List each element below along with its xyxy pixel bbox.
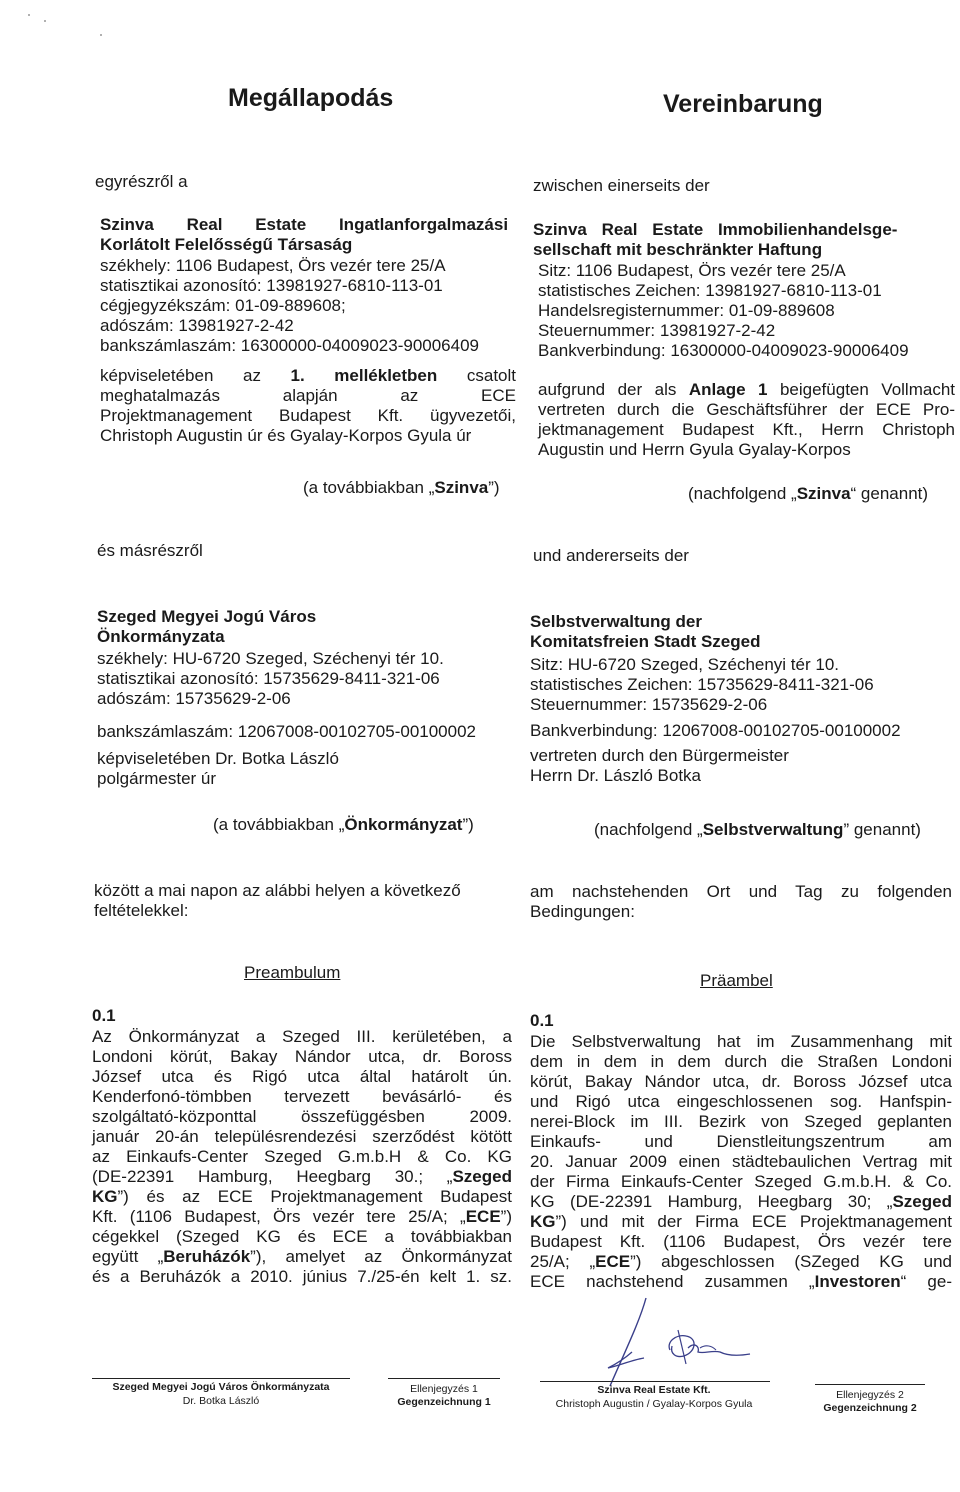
paragraph-line [530, 1192, 952, 1212]
rep-line: vertreten durch die Geschäftsführer der ECE Pro- [538, 400, 955, 419]
rep-line: Augustin und Herrn Gyula Gyalay-Korpos [538, 440, 851, 459]
paragraph-bold-text: KG [92, 1187, 118, 1206]
paragraph-text: Kenderfonó-tömbben tervezett bevásárló- és [92, 1087, 512, 1106]
alias-text: (a továbbiakban „ [213, 815, 345, 834]
party1-name-line1-text: Szinva Real Estate Ingatlanforgalmazási [100, 215, 509, 234]
party2-details-de [530, 655, 874, 715]
party1-name-hu [100, 215, 521, 255]
conditions-line: között a mai napon az alábbi helyen a következő [94, 881, 461, 900]
paragraph-text: Budapest Kft. (1106 Budapest, Örs vezér tere [530, 1232, 952, 1251]
between-hu: és másrészről [97, 541, 203, 560]
paragraph-line [92, 1247, 512, 1267]
paragraph-line [92, 1267, 512, 1287]
party1-rep-hu [100, 366, 516, 446]
conditions-hu [94, 881, 461, 921]
counter-line-1 [388, 1378, 500, 1379]
signature-line-2 [540, 1381, 770, 1382]
rep-text: képviseletében az [100, 366, 291, 385]
conditions-de [530, 882, 952, 922]
rep-line [100, 366, 516, 386]
detail-line: székhely: 1106 Budapest, Örs vezér tere 25/A [100, 256, 446, 275]
paragraph-line [530, 1212, 952, 1232]
paragraph-bold-text: Beruházók [163, 1247, 251, 1266]
footer-sig1-person: Dr. Botka László [182, 1395, 260, 1407]
para-body-hu [92, 1027, 512, 1287]
rep-line: Projektmanagement Budapest Kft. ügyvezetői, [100, 406, 516, 425]
paragraph-bold-text: ECE [465, 1207, 501, 1226]
alias-text: ” genannt) [843, 820, 921, 839]
alias-text: ”) [462, 815, 474, 834]
conditions-line: feltételekkel: [94, 901, 189, 920]
party2-name-line: Önkormányzata [97, 627, 225, 646]
conditions-line: Bedingungen: [530, 902, 635, 921]
footer-counter1-de: Gegenzeichnung 1 [397, 1396, 491, 1408]
rep-line: Christoph Augustin úr és Gyalay-Korpos Gyula úr [100, 426, 472, 445]
para-body-de [530, 1032, 952, 1292]
party2-name-hu [97, 607, 316, 647]
party2-rep-hu [97, 749, 339, 789]
paragraph-line [92, 1127, 512, 1147]
detail-line: statisztikai azonosító: 13981927-6810-113-01 [100, 276, 443, 295]
conditions-line: am nachstehenden Ort und Tag zu folgenden [530, 882, 952, 901]
rep-line: képviseletében Dr. Botka László [97, 749, 339, 768]
rep-text: aufgrund der als [538, 380, 689, 399]
paragraph-text: Az Önkormányzat a Szeged III. kerületében, a [92, 1027, 512, 1046]
paragraph-bold-text: Szeged [452, 1167, 512, 1186]
party2-rep-de [530, 746, 789, 786]
alias-text: (a továbbiakban „ [303, 478, 435, 497]
paragraph-text: 25/A; „ [530, 1252, 596, 1271]
party2-name-line: Selbstverwaltung der [530, 612, 702, 631]
paragraph-text: Die Selbstverwaltung hat im Zusammenhang mit [530, 1032, 952, 1051]
paragraph-text: január 20-án településrendezési szerződést kötött [92, 1127, 512, 1146]
paragraph-text: körút, Bakay Nándor utca, dr. Boross József utca [530, 1072, 952, 1091]
detail-line: adószám: 13981927-2-42 [100, 316, 294, 335]
scan-speck [100, 34, 102, 36]
paragraph-line [92, 1207, 512, 1227]
paragraph-text: der Firma Einkaufs-Center Szeged G.m.b.H. & Co. [530, 1172, 952, 1191]
paragraph-bold-text: KG [530, 1212, 556, 1231]
paragraph-line [92, 1087, 512, 1107]
alias-bold: Szinva [796, 484, 851, 503]
paragraph-text: ”) abgeschlossen (SZeged KG und [630, 1252, 952, 1271]
detail-line: bankszámlaszám: 16300000-04009023-90006409 [100, 336, 480, 355]
paragraph-text: az Einkaufs-Center Szeged G.m.b.H & Co. KG [92, 1147, 512, 1166]
alias-text: (nachfolgend „ [594, 820, 703, 839]
alias-bold: Önkormányzat [344, 815, 463, 834]
scan-speck [28, 14, 30, 16]
party2-name-line: Komitatsfreien Stadt Szeged [530, 632, 761, 651]
scan-speck [44, 20, 46, 22]
paragraph-line [92, 1067, 512, 1087]
paragraph-text: szolgáltató-központtal összefüggésben 2009. [92, 1107, 512, 1126]
party1-alias-de [688, 484, 928, 504]
paragraph-text: KG (DE-22391 Hamburg, Heegbarg 30; „ [530, 1192, 893, 1211]
paragraph-line [92, 1027, 512, 1047]
paragraph-line [530, 1172, 952, 1192]
alias-text: “ genannt) [850, 484, 929, 503]
party2-name-de [530, 612, 761, 652]
rep-line: jektmanagement Budapest Kft., Herrn Christoph [538, 420, 955, 439]
paragraph-text: Londoni körút, Bakay Nándor utca, dr. Boross [92, 1047, 512, 1066]
paragraph-text: ”) [500, 1207, 512, 1226]
paragraph-text: “ ge- [900, 1272, 952, 1291]
detail-line: Handelsregisternummer: 01-09-889608 [538, 301, 835, 320]
paragraph-text: cégekkel (Szeged KG és ECE a továbbiakban [92, 1227, 512, 1246]
party1-rep-de [538, 380, 955, 460]
party1-name-de [533, 220, 897, 260]
party1-name-line: sellschaft mit beschränkter Haftung [533, 240, 823, 259]
paragraph-line [530, 1132, 952, 1152]
paragraph-line [530, 1272, 952, 1292]
paragraph-line [92, 1107, 512, 1127]
rep-text: beigefügten Vollmacht [767, 380, 956, 399]
party2-name-line: Szeged Megyei Jogú Város [97, 607, 317, 626]
paragraph-line [530, 1252, 952, 1272]
party2-alias-hu [213, 815, 474, 835]
intro-de: zwischen einerseits der [533, 176, 710, 195]
paragraph-line [530, 1032, 952, 1052]
detail-line: Steuernummer: 15735629-2-06 [530, 695, 768, 714]
paragraph-bold-text: Szeged [892, 1192, 952, 1211]
rep-bold: 1. mellékletben [290, 366, 438, 385]
alias-text: (nachfolgend „ [688, 484, 797, 503]
rep-text: csatolt [437, 366, 516, 385]
section-title-hu: Preambulum [244, 963, 341, 982]
alias-text: ”) [488, 478, 500, 497]
paragraph-text: ”) és az ECE Projektmanagement Budapest [117, 1187, 512, 1206]
rep-line: vertreten durch den Bürgermeister [530, 746, 789, 765]
paragraph-line [92, 1047, 512, 1067]
counter-line-2 [815, 1384, 925, 1385]
footer-counter2-hu: Ellenjegyzés 2 [836, 1389, 904, 1401]
paragraph-text: ECE nachstehend zusammen „ [530, 1272, 815, 1291]
paragraph-text: József utca és Rigó utca által határolt ún. [92, 1067, 512, 1086]
paragraph-bold-text: Investoren [814, 1272, 901, 1291]
detail-line: statistisches Zeichen: 13981927-6810-113-01 [538, 281, 882, 300]
paragraph-line [92, 1147, 512, 1167]
detail-line: Sitz: HU-6720 Szeged, Széchenyi tér 10. [530, 655, 839, 674]
party1-name-line1 [100, 215, 521, 235]
party1-details-hu [100, 256, 479, 356]
footer-counter2-de: Gegenzeichnung 2 [823, 1402, 917, 1414]
paragraph-text: ”) und mit der Firma ECE Projektmanagement [555, 1212, 952, 1231]
paragraph-text: és a Beruházók a 2010. június 7./25-én kelt 1. sz. [92, 1267, 512, 1286]
detail-line: székhely: HU-6720 Szeged, Széchenyi tér 10. [97, 649, 444, 668]
paragraph-text: 20. Januar 2009 einen städtebaulichen Vertrag mit [530, 1152, 952, 1171]
paragraph-line [530, 1052, 952, 1072]
paragraph-bold-text: ECE [595, 1252, 631, 1271]
paragraph-text: und Rigó utca eingeschlossenen sog. Hanfspin- [530, 1092, 952, 1111]
paragraph-text: Kft. (1106 Budapest, Örs vezér tere 25/A; „ [92, 1207, 466, 1226]
signature-line-1 [92, 1378, 350, 1379]
detail-line: statistisches Zeichen: 15735629-8411-321-06 [530, 675, 874, 694]
footer-sig2-person: Christoph Augustin / Gyalay-Korpos Gyula [555, 1398, 753, 1410]
footer-sig2-name: Szinva Real Estate Kft. [597, 1384, 711, 1396]
paragraph-line [530, 1152, 952, 1172]
footer-counter1-hu: Ellenjegyzés 1 [410, 1383, 478, 1395]
detail-line: cégjegyzékszám: 01-09-889608; [100, 296, 346, 315]
rep-bold: Anlage 1 [688, 380, 768, 399]
rep-line: polgármester úr [97, 769, 217, 788]
detail-line: statisztikai azonosító: 15735629-8411-321-06 [97, 669, 440, 688]
paragraph-line [92, 1187, 512, 1207]
rep-line: meghatalmazás alapján az ECE [100, 386, 516, 405]
section-title-de: Präambel [700, 971, 773, 990]
intro-hu: egyrészről a [95, 172, 188, 191]
party2-details-hu [97, 649, 444, 709]
between-de: und andererseits der [533, 546, 689, 565]
party2-alias-de [594, 820, 921, 840]
party2-bank-hu: bankszámlaszám: 12067008-00102705-00100002 [97, 722, 477, 741]
detail-line: Steuernummer: 13981927-2-42 [538, 321, 776, 340]
paragraph-line [92, 1167, 512, 1187]
detail-line: Sitz: 1106 Budapest, Örs vezér tere 25/A [538, 261, 846, 280]
paragraph-text: (DE-22391 Hamburg, Heegbarg 30.; „ [92, 1167, 453, 1186]
paragraph-line [92, 1227, 512, 1247]
title-hu: Megállapodás [228, 84, 394, 112]
alias-bold: Szinva [434, 478, 489, 497]
title-de: Vereinbarung [663, 90, 823, 118]
paragraph-line [530, 1232, 952, 1252]
party1-name-line: Szinva Real Estate Immobilienhandelsge- [533, 220, 898, 239]
paragraph-text: együtt „ [92, 1247, 164, 1266]
para-num-de: 0.1 [530, 1011, 554, 1030]
rep-line [538, 380, 955, 400]
paragraph-text: nerei-Block im III. Bezirk von Szeged geplanten [530, 1112, 952, 1131]
paragraph-text: Einkaufs- und Dienstleitungszentrum am [530, 1132, 952, 1151]
handwritten-signature [588, 1290, 758, 1390]
party2-bank-de: Bankverbindung: 12067008-00102705-00100002 [530, 721, 901, 740]
detail-line: Bankverbindung: 16300000-04009023-90006409 [538, 341, 909, 360]
party1-name-line2: Korlátolt Felelősségű Társaság [100, 235, 353, 254]
paragraph-line [530, 1072, 952, 1092]
paragraph-line [530, 1092, 952, 1112]
detail-line: adószám: 15735629-2-06 [97, 689, 291, 708]
party1-alias-hu [303, 478, 500, 498]
paragraph-text: dem in dem in dem durch die Straßen Londoni [530, 1052, 952, 1071]
rep-line: Herrn Dr. László Botka [530, 766, 702, 785]
para-num-hu: 0.1 [92, 1006, 116, 1025]
paragraph-text: ”), amelyet az Önkormányzat [250, 1247, 512, 1266]
footer-sig1-name: Szeged Megyei Jogú Város Önkormányzata [112, 1381, 330, 1393]
paragraph-line [530, 1112, 952, 1132]
alias-bold: Selbstverwaltung [702, 820, 844, 839]
party1-details-de [538, 261, 909, 361]
